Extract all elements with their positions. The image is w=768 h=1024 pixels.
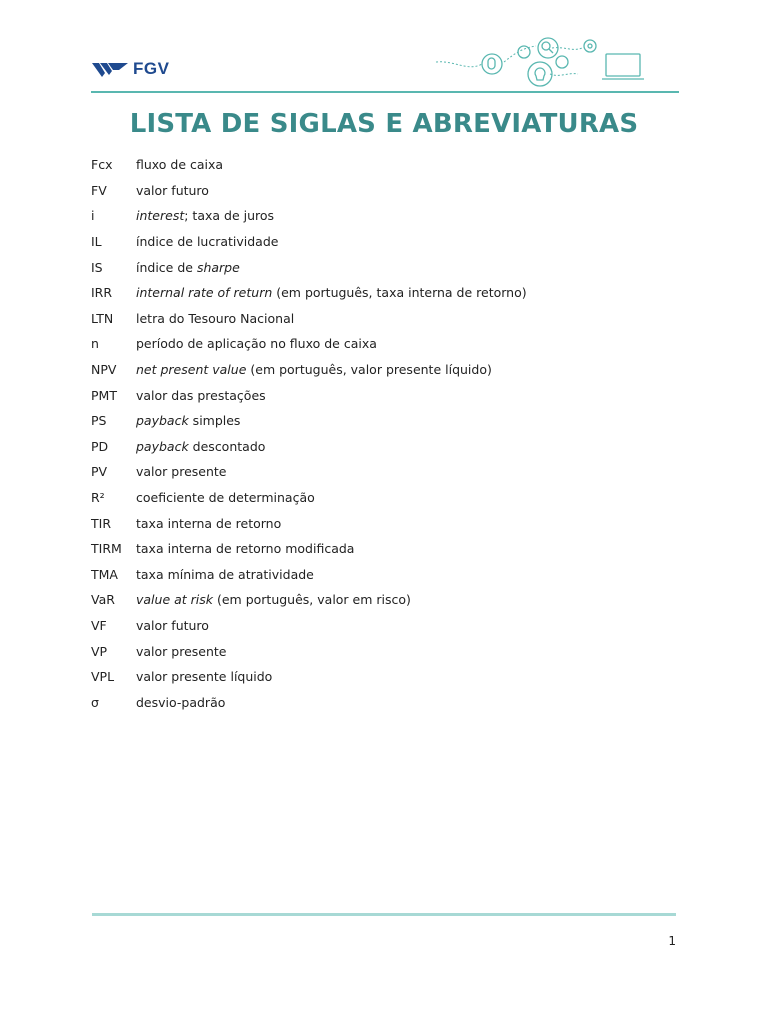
description-italic-term: net present value	[136, 362, 247, 378]
abbreviation-description	[136, 490, 691, 505]
list-item	[91, 152, 691, 178]
abbreviation-description	[136, 413, 691, 428]
description-text: taxa interna de retorno	[136, 515, 282, 531]
list-item	[91, 638, 691, 664]
page-number: 1	[668, 934, 676, 948]
abbreviation-description	[136, 644, 691, 659]
list-item	[91, 689, 691, 715]
list-item	[91, 562, 691, 588]
abbreviation: IL	[91, 234, 102, 250]
abbreviation: IRR	[91, 285, 113, 301]
abbreviation: TIR	[91, 515, 112, 531]
list-item	[91, 229, 691, 255]
abbreviation-list	[91, 152, 691, 715]
abbreviation: VaR	[91, 592, 115, 608]
description-text: valor presente	[136, 643, 227, 659]
abbreviation-description	[136, 285, 691, 300]
description-text: ; taxa de juros	[184, 208, 275, 224]
list-item	[91, 510, 691, 536]
abbreviation-description	[136, 388, 691, 403]
description-text: (em português, valor em risco)	[213, 592, 411, 608]
monitor-icon	[602, 54, 644, 79]
list-item	[91, 306, 691, 332]
description-text: índice de	[136, 259, 197, 275]
fgv-logo-mark-icon	[92, 60, 128, 78]
abbreviation-description	[136, 695, 691, 710]
list-item	[91, 254, 691, 280]
description-text: desvio-padrão	[136, 694, 226, 710]
footer-rule	[92, 913, 676, 916]
abbreviation-description	[136, 208, 691, 223]
description-text: fluxo de caixa	[136, 157, 224, 173]
abbreviation-description	[136, 464, 691, 479]
description-italic-term: payback	[136, 438, 189, 454]
abbreviation-description	[136, 618, 691, 633]
description-text: simples	[188, 413, 241, 429]
abbreviation: IS	[91, 259, 103, 275]
description-text: índice de lucratividade	[136, 234, 279, 250]
list-item	[91, 408, 691, 434]
abbreviation-description	[136, 439, 691, 454]
abbreviation-description	[136, 260, 691, 275]
abbreviation-description	[136, 183, 691, 198]
abbreviation: PV	[91, 464, 108, 480]
abbreviation: σ	[91, 694, 99, 710]
description-text: descontado	[188, 438, 266, 454]
list-item	[91, 178, 691, 204]
abbreviation-description	[136, 592, 691, 607]
description-text: (em português, taxa interna de retorno)	[272, 285, 527, 301]
list-item	[91, 280, 691, 306]
description-text: valor das prestações	[136, 387, 266, 403]
abbreviation: NPV	[91, 362, 117, 378]
description-italic-term: interest	[136, 208, 185, 224]
abbreviation: VP	[91, 643, 108, 659]
description-text: coeficiente de determinação	[136, 490, 315, 506]
abbreviation: PS	[91, 413, 107, 429]
header-decoration	[432, 34, 648, 90]
description-text: período de aplicação no fluxo de caixa	[136, 336, 377, 352]
list-item	[91, 587, 691, 613]
description-italic-term: sharpe	[196, 259, 240, 275]
list-item	[91, 331, 691, 357]
description-text: letra do Tesouro Nacional	[136, 310, 295, 326]
description-text: (em português, valor presente líquido)	[246, 362, 492, 378]
abbreviation: PD	[91, 438, 109, 454]
chat-icon	[556, 56, 568, 68]
abbreviation: VPL	[91, 669, 115, 685]
header-rule	[91, 91, 679, 93]
abbreviation: i	[91, 208, 95, 224]
description-italic-term: internal rate of return	[136, 285, 273, 301]
abbreviation: n	[91, 336, 99, 352]
abbreviation: LTN	[91, 310, 114, 326]
list-item	[91, 203, 691, 229]
abbreviation-description	[136, 234, 691, 249]
lightbulb-icon	[528, 62, 552, 86]
list-item	[91, 536, 691, 562]
abbreviation: FV	[91, 182, 107, 198]
list-item	[91, 357, 691, 383]
description-italic-term: value at risk	[136, 592, 214, 608]
logo-text: FGV	[133, 59, 170, 78]
abbreviation: Fcx	[91, 157, 113, 173]
abbreviation-description	[136, 311, 691, 326]
abbreviation: VF	[91, 617, 107, 633]
settings-icon	[584, 40, 596, 52]
abbreviation-description	[136, 516, 691, 531]
list-item	[91, 664, 691, 690]
fgv-logo	[92, 60, 169, 78]
abbreviation-description	[136, 336, 691, 351]
list-item	[91, 485, 691, 511]
description-italic-term: payback	[136, 413, 189, 429]
page-title: LISTA DE SIGLAS E ABREVIATURAS	[129, 109, 639, 139]
description-text: valor presente líquido	[136, 669, 273, 685]
description-text: valor futuro	[136, 182, 209, 198]
description-text: valor futuro	[136, 617, 209, 633]
description-text: taxa mínima de atratividade	[136, 566, 314, 582]
list-item	[91, 613, 691, 639]
abbreviation: TIRM	[91, 541, 122, 557]
abbreviation: TMA	[91, 566, 118, 582]
abbreviation-description	[136, 362, 691, 377]
list-item	[91, 382, 691, 408]
abbreviation-description	[136, 157, 691, 172]
abbreviation: PMT	[91, 387, 117, 403]
abbreviation: R²	[91, 490, 105, 506]
abbreviation-description	[136, 567, 691, 582]
mouse-icon	[482, 54, 502, 74]
search-icon	[538, 38, 558, 58]
list-item	[91, 434, 691, 460]
abbreviation-description	[136, 541, 691, 556]
description-text: valor presente	[136, 464, 227, 480]
description-text: taxa interna de retorno modificada	[136, 541, 355, 557]
abbreviation-description	[136, 669, 691, 684]
list-item	[91, 459, 691, 485]
